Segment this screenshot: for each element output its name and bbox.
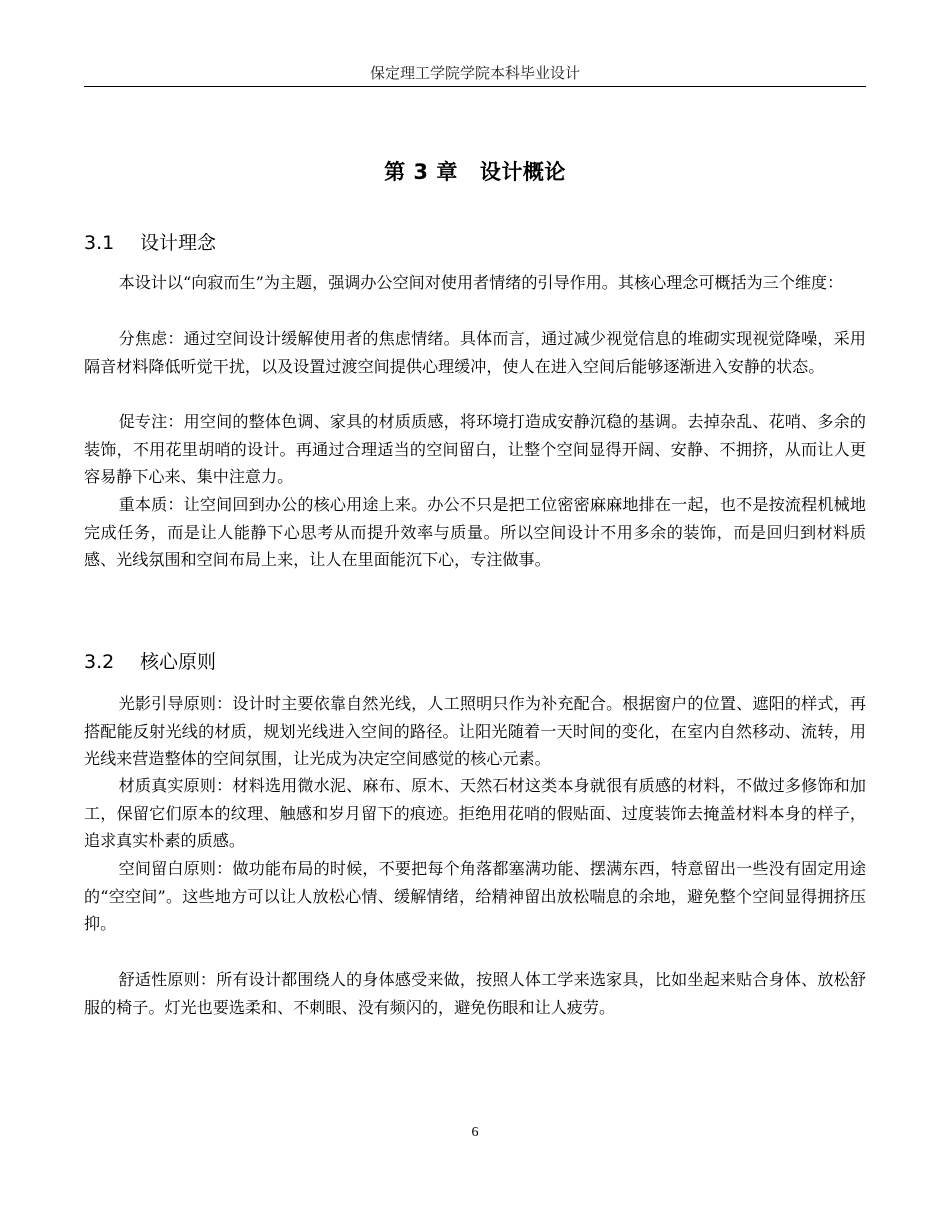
section-title: 设计理念 [140, 232, 217, 254]
paragraph: 空间留白原则：做功能布局的时候，不要把每个角落都塞满功能、摆满东西，特意留出一些没有固定用途的“空空间”。这些地方可以让人放松心情、缓解情绪，给精神留出放松喘息的余地，避免整个空间显得拥挤压抑。 [84, 859, 866, 934]
paragraph: 本设计以“向寂而生”为主题，强调办公空间对使用者情绪的引导作用。其核心理念可概括为三个维度： [118, 273, 844, 292]
chapter-title [84, 157, 866, 187]
chapter-name: 设计概论 [479, 160, 566, 184]
section-heading-3-1 [84, 229, 866, 257]
section-number: 3.2 [84, 651, 115, 673]
page-number: 6 [471, 1125, 479, 1140]
paragraph: 材质真实原则：材料选用微水泥、麻布、原木、天然石材这类本身就很有质感的材料，不做过多修饰和加工，保留它们原本的纹理、触感和岁月留下的痕迹。拒绝用花哨的假贴面、过度装饰去掩盖材料本身的样子，追求真实朴素的质感。 [84, 776, 866, 851]
running-header: 保定理工学院学院本科毕业设计 [369, 64, 580, 82]
paragraph: 舒适性原则：所有设计都围绕人的身体感受来做，按照人体工学来选家具，比如坐起来贴合身体、放松舒服的椅子。灯光也要选柔和、不刺眼、没有频闪的，避免伤眼和让人疲劳。 [84, 970, 866, 1017]
paragraph: 光影引导原则：设计时主要依靠自然光线，人工照明只作为补充配合。根据窗户的位置、遮阳的样式，再搭配能反射光线的材质，规划光线进入空间的路径。让阳光随着一天时间的变化，在室内自然移动、流转，用光线来营造整体的空间氛围，让光成为决定空间感觉的核心元素。 [84, 694, 866, 769]
paragraph: 重本质：让空间回到办公的核心用途上来。办公不只是把工位密密麻麻地排在一起，也不是按流程机械地完成任务，而是让人能静下心思考从而提升效率与质量。所以空间设计不用多余的装饰，而是回归到材料质感、光线氛围和空间布局上来，让人在里面能沉下心，专注做事。 [84, 495, 866, 570]
section-number: 3.1 [84, 232, 115, 254]
paragraph: 促专注：用空间的整体色调、家具的材质质感，将环境打造成安静沉稳的基调。去掉杂乱、花哨、多余的装饰，不用花里胡哨的设计。再通过合理适当的空间留白，让整个空间显得开阔、安静、不拥挤，从而让人更容易静下心来、集中注意力。 [84, 412, 866, 487]
chapter-number: 第 3 章 [384, 160, 458, 184]
paragraph: 分焦虑：通过空间设计缓解使用者的焦虑情绪。具体而言，通过减少视觉信息的堆砌实现视觉降噪，采用隔音材料降低听觉干扰，以及设置过渡空间提供心理缓冲，使人在进入空间后能够逐渐进入安静的状态。 [84, 329, 866, 376]
section-heading-3-2 [84, 648, 866, 676]
section-title: 核心原则 [140, 651, 217, 673]
header-rule [84, 86, 866, 87]
